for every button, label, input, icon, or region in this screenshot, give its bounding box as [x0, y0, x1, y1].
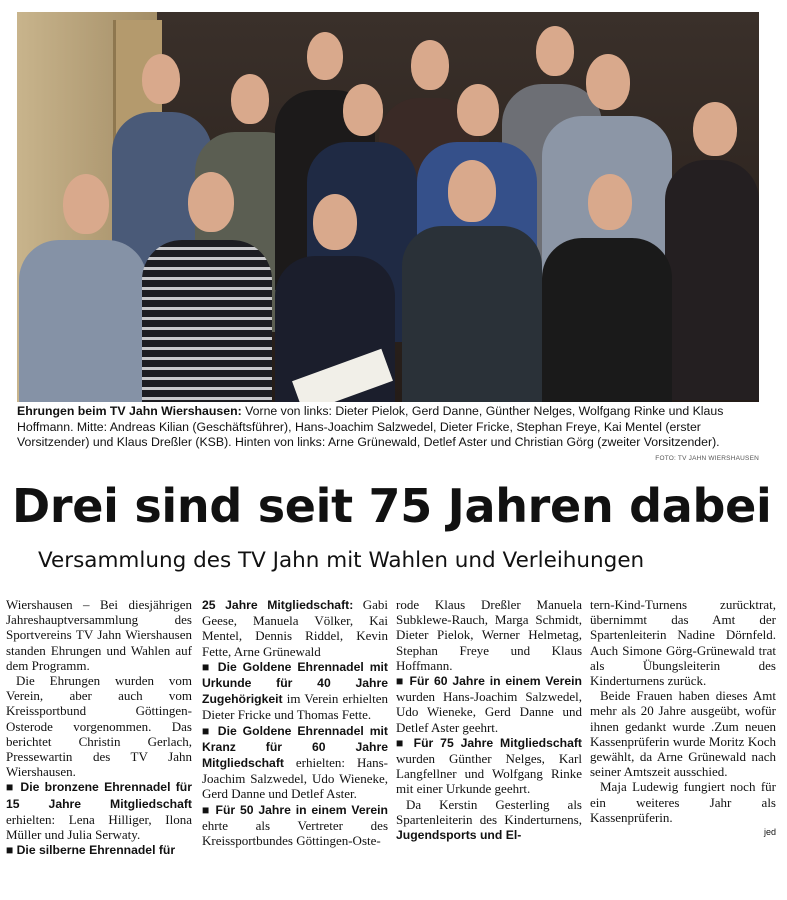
- paragraph-lead: Die bronzene Ehrennadel für 15 Jahre Mitgliedschaft: [6, 780, 192, 811]
- headline: Drei sind seit 75 Jahren dabei: [12, 479, 772, 533]
- paragraph: [396, 797, 582, 844]
- paragraph: [6, 779, 192, 842]
- bullet-square: ■: [396, 735, 407, 750]
- article-column-3: [396, 597, 582, 843]
- bullet-square: ■: [202, 802, 211, 817]
- paragraph: [202, 802, 388, 849]
- paragraph-text: wurden Hans-Joachim Salzwedel, Udo Wieneke, Gerd Danne und Detlef Aster geehrt.: [396, 689, 582, 735]
- paragraph: [202, 659, 388, 723]
- author-signature: jed: [763, 827, 776, 838]
- paragraph: Wiershausen – Bei diesjährigen Jahreshauptversammlung des Sportvereins TV Jahn Wiershausen standen Ehrungen und Wahlen auf dem Programm.: [6, 597, 192, 673]
- bullet-square: ■: [6, 843, 14, 858]
- paragraph-lead: Die silberne Ehrennadel für: [16, 843, 176, 858]
- article-column-2: [202, 597, 388, 848]
- paragraph: [6, 842, 192, 858]
- caption-text: Vorne von links: Dieter Pielok, Gerd Danne, Günther Nelges, Wolfgang Rinke und Klaus Hoffmann. Mitte: Andreas Kilian (Geschäftsführer), Hans-Joachim Salzwedel, Dieter Fricke, Stephan Freye, Kai Mentel (erster Vorsitzender) und Klaus Dreßler (KSB). Hinten von links: Arne Grünewald, Detlef Aster und Christian Görg (zweiter Vorsitzender).: [17, 404, 724, 449]
- photo-caption: [17, 404, 759, 451]
- photo-credit: FOTO: TV JAHN WIERSHAUSEN: [655, 455, 759, 462]
- paragraph-text: erhielten: Hans-Joachim Salzwedel, Udo Wieneke, Gerd Danne und Detlef Aster.: [202, 755, 388, 802]
- subheadline: Versammlung des TV Jahn mit Wahlen und Verleihungen: [38, 548, 645, 573]
- paragraph: rode Klaus Dreßler Manuela Subklewe-Rauch, Marga Schmidt, Dieter Pielok, Werner Helmetag, Stephan Freye und Klaus Hoffmann.: [396, 597, 582, 673]
- bullet-square: ■: [202, 723, 212, 738]
- article-column-4: [590, 597, 776, 840]
- caption-lead: Ehrungen beim TV Jahn Wiershausen:: [17, 404, 242, 418]
- paragraph: Die Ehrungen wurden vom Verein, aber auch vom Kreissportbund Göttingen-Osterode vorgenommen. Das berichtet Christin Gerlach, Pressewartin des TV Jahn Wiershausen.: [6, 673, 192, 780]
- paragraph-lead: Die Goldene Ehrennadel mit Urkunde für 40 Jahre Zugehörigkeit: [202, 659, 388, 707]
- paragraph-lead: Die Goldene Ehrennadel mit Kranz für 60 Jahre Mitgliedschaft: [202, 723, 388, 771]
- paragraph-text: Da Kerstin Gesterling als Spartenleiterin des Kinderturnens,: [396, 796, 582, 827]
- paragraph-text: erhielten: Lena Hilliger, Ilona Müller und Julia Serwaty.: [6, 811, 192, 843]
- paragraph: [396, 673, 582, 735]
- paragraph: tern-Kind-Turnens zurücktrat, übernimmt das Amt der Spartenleiterin Nadine Dörnfeld. Auch Simone Görg-Grünewald trat als Übungsleiterin des Kinderturnens zurück.: [590, 597, 776, 689]
- paragraph-lead: Für 75 Jahre Mitgliedschaft: [413, 735, 582, 750]
- article-column-1: [6, 597, 192, 858]
- bullet-square: ■: [6, 780, 16, 795]
- paragraph-text: im Verein erhielten Dieter Fricke und Thomas Fette.: [202, 691, 388, 723]
- paragraph: [396, 735, 582, 797]
- bullet-square: ■: [396, 674, 405, 689]
- group-photo: [17, 12, 759, 402]
- paragraph-text: wurden Günther Nelges, Karl Langfellner und Wolfgang Rinke mit einer Urkunde geehrt.: [396, 751, 582, 797]
- paragraph-text: Gabi Geese, Manuela Völker, Kai Mentel, Dennis Riddel, Kevin Fette, Arne Grünewald: [202, 597, 388, 659]
- paragraph: Beide Frauen haben dieses Amt mehr als 20 Jahre ausgeübt, wofür ihnen gedankt wurde .Zum neuen Kassenprüferin wurde Moritz Koch gewählt, da Arne Grünewald nach seiner Amtszeit ausschied.: [590, 688, 776, 780]
- bullet-square: ■: [202, 659, 212, 674]
- paragraph: [202, 597, 388, 659]
- paragraph: Maja Ludewig fungiert noch für ein weiteres Jahr als Kassenprüferin.: [590, 779, 776, 825]
- paragraph-lead: Jugendsports und El-: [396, 828, 522, 843]
- paragraph-lead: Für 60 Jahre in einem Verein: [409, 674, 583, 689]
- paragraph: [202, 723, 388, 802]
- paragraph-lead: 25 Jahre Mitgliedschaft:: [202, 598, 354, 612]
- paragraph-text: ehrte als Vertreter des Kreissportbundes Göttingen-Oste-: [202, 817, 388, 849]
- paragraph-lead: Für 50 Jahre in einem Verein: [215, 802, 389, 817]
